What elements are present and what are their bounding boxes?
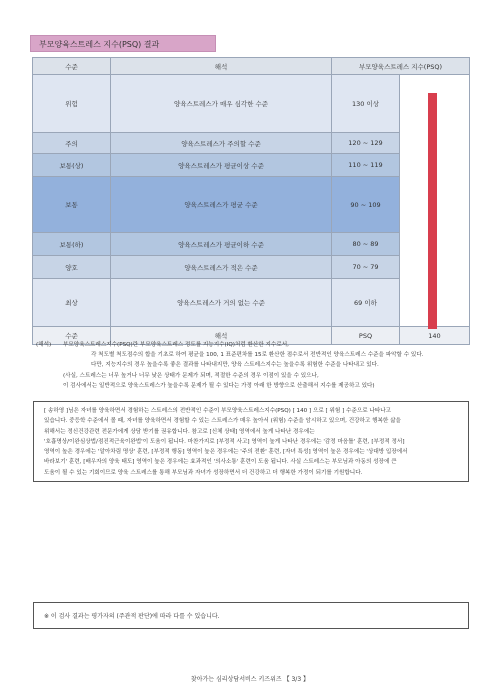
range-cell: 90 ~ 109: [332, 177, 400, 233]
level-cell: 보통(하): [33, 233, 111, 256]
range-cell: 130 이상: [332, 75, 400, 133]
gauge-cell: [400, 75, 470, 327]
notes-line: 이 검사에서는 일반적으로 양육스트레스가 높을수록 문제가 될 수 있다는 가정 아래 한 방향으로 산출해서 지수를 제공하고 있다): [63, 382, 375, 389]
summary-line: 도움이 될 수 있는 기회이므로 양육 스트레스를 통해 부모님과 자녀가 성장하면서 더 건강하고 더 행복한 가정이 되기를 기원합니다.: [44, 469, 363, 476]
notes-lead: (해석): [36, 342, 52, 348]
level-cell: 보통(상): [33, 154, 111, 177]
interpretation-cell: 양육스트레스가 적은 수준: [111, 256, 332, 279]
summary-line: 바라보기' 훈련, [배우자의 양육 태도] 영역이 높은 경우에는 효과적인 '의사소통' 훈련이 도움 됩니다. 사실 스트레스는 부모님과 아동의 성장에 큰: [44, 459, 397, 466]
level-cell: 위험: [33, 75, 111, 133]
footer-interpretation: 해석: [111, 327, 332, 345]
footer-text: 찾아가는 심리상담서비스 키즈위즈 【 3/3 】: [190, 676, 310, 683]
disclaimer-text: ※ 이 검사 결과는 평가자의 (주관적 판단)에 따라 다를 수 있습니다.: [44, 613, 220, 620]
disclaimer-box: [33, 602, 469, 629]
psq-result-table: [32, 57, 470, 345]
summary-line: [ 송하영 ]님은 자녀를 양육하면서 경험하는 스트레스의 전반적인 수준이 부모양육스트레스지수(PSQ) [ 140 ] 으로 [ 위험 ] 수준으로 나타나고: [44, 408, 392, 414]
page-footer: [0, 674, 500, 683]
footer-psq-value: 140: [400, 327, 470, 345]
interpretation-cell: 양육스트레스가 평균이하 수준: [111, 233, 332, 256]
notes-line: (사실, 스트레스는 너무 높거나 너무 낮은 상태가 문제가 되며, 적절한 수준의 경우 이점이 있을 수 있으나,: [63, 372, 319, 379]
footer-psq-label: PSQ: [332, 327, 400, 345]
notes-line: 부모양육스트레스지수(PSQ)란 부모양육스트레스 정도를 지능지수(IQ)처럼 환산한 지수로서,: [63, 342, 289, 348]
interpretation-notes: [36, 340, 473, 391]
summary-line: '호흡명상/이완심상법/점진적근육이완법'이 도움이 됩니다. 마찬가지로 [부정적 사고] 영역이 높게 나타난 경우에는 '감정 마음틀' 훈련, [부정적 정서]: [44, 438, 405, 445]
summary-line: 영역이 높은 경우에는 '알아차림 명상' 훈련, [부정적 행동] 영역이 높은 경우에는 '주의 전환' 훈련, [자녀 특성] 영역이 높은 경우에는 '상대방 입장에서: [44, 449, 408, 456]
table-header-row: [33, 58, 470, 75]
result-title-badge: [30, 35, 216, 52]
interpretation-cell: 양육스트레스가 주의할 수준: [111, 133, 332, 154]
header-interpretation: 해석: [111, 58, 332, 75]
range-cell: 120 ~ 129: [332, 133, 400, 154]
range-cell: 70 ~ 79: [332, 256, 400, 279]
summary-line: 있습니다. 중등학 수준에서 볼 때, 자녀를 양육하면서 경험할 수 있는 스트레스가 매우 높아서 (위험) 수준을 암시하고 있으며, 건강하고 행복한 삶을: [44, 418, 401, 425]
notes-line: 다만, 지능지수의 경우 높을수록 좋은 결과를 나타내지만, 양육 스트레스지수는 높을수록 위험한 수준을 나타내고 있다.: [91, 362, 379, 369]
interpretation-cell: 양육스트레스가 평균이상 수준: [111, 154, 332, 177]
interpretation-cell: 양육스트레스가 거의 없는 수준: [111, 279, 332, 327]
range-cell: 69 이하: [332, 279, 400, 327]
range-cell: 110 ~ 119: [332, 154, 400, 177]
level-cell: 주의: [33, 133, 111, 154]
range-cell: 80 ~ 89: [332, 233, 400, 256]
page-title: 부모양육스트레스 지수(PSQ) 결과: [39, 40, 160, 49]
level-cell: 양호: [33, 256, 111, 279]
table-row: [33, 75, 470, 133]
notes-line: 각 척도별 척도점수의 합을 기초로 하여 평균을 100, 1 표준편차를 15로 환산한 점수로서 전반적인 양육스트레스 수준을 파악할 수 있다.: [91, 352, 424, 359]
level-cell: 보통: [33, 177, 111, 233]
header-level: 수준: [33, 58, 111, 75]
interpretation-cell: 양육스트레스가 평균 수준: [111, 177, 332, 233]
header-psq: 부모양육스트레스 지수(PSQ): [332, 58, 470, 75]
footer-level: 수준: [33, 327, 111, 345]
summary-line: 위해서는 정신건강관련 전문가에게 상담 받기를 권유합니다. 참고로 [신체 상태] 영역에서 높게 나타난 경우에는: [44, 428, 315, 435]
interpretation-cell: 양육스트레스가 매우 심각한 수준: [111, 75, 332, 133]
summary-box: [33, 401, 469, 482]
level-cell: 최상: [33, 279, 111, 327]
